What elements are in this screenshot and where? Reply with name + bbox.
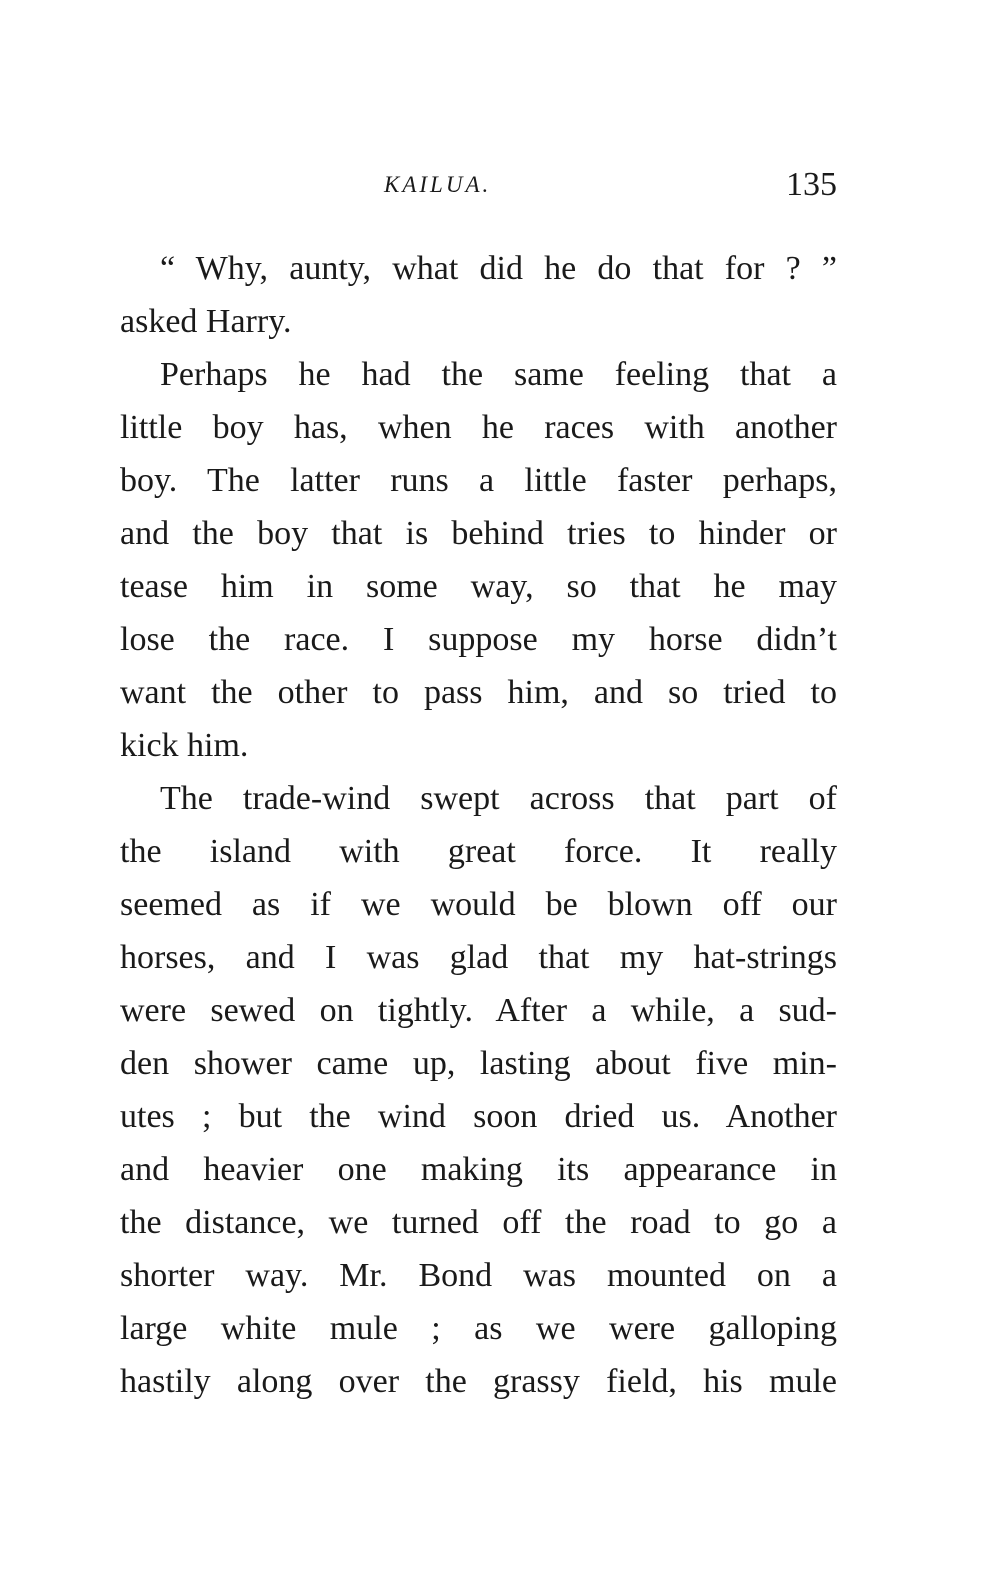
text-line: the distance, we turned off the road to go a	[120, 1204, 837, 1241]
text-line: Perhaps he had the same feeling that a	[160, 356, 837, 393]
text-line: utes ; but the wind soon dried us. Another	[120, 1098, 837, 1135]
text-line: tease him in some way, so that he may	[120, 568, 837, 605]
text-line: little boy has, when he races with another	[120, 409, 837, 446]
body-text	[120, 242, 837, 1408]
running-head	[120, 166, 837, 210]
text-line: “ Why, aunty, what did he do that for ? ”	[160, 250, 837, 287]
running-title: KAILUA.	[384, 172, 492, 197]
text-line: kick him.	[120, 727, 249, 764]
text-line: shorter way. Mr. Bond was mounted on a	[120, 1257, 837, 1294]
text-line: den shower came up, lasting about five min-	[120, 1045, 837, 1082]
text-line: hastily along over the grassy field, his mule	[120, 1363, 837, 1400]
text-line: The trade-wind swept across that part of	[160, 780, 837, 817]
text-line: horses, and I was glad that my hat-strings	[120, 939, 837, 976]
text-line: were sewed on tightly. After a while, a sud-	[120, 992, 837, 1029]
text-line: seemed as if we would be blown off our	[120, 886, 837, 923]
text-line: the island with great force. It really	[120, 833, 837, 870]
text-line: and heavier one making its appearance in	[120, 1151, 837, 1188]
text-line: lose the race. I suppose my horse didn’t	[120, 621, 837, 658]
text-line: and the boy that is behind tries to hinder or	[120, 515, 837, 552]
text-line: asked Harry.	[120, 303, 292, 340]
text-line: large white mule ; as we were galloping	[120, 1310, 837, 1347]
text-line: want the other to pass him, and so tried to	[120, 674, 837, 711]
page-number: 135	[786, 166, 837, 203]
text-line: boy. The latter runs a little faster perhaps,	[120, 462, 837, 499]
